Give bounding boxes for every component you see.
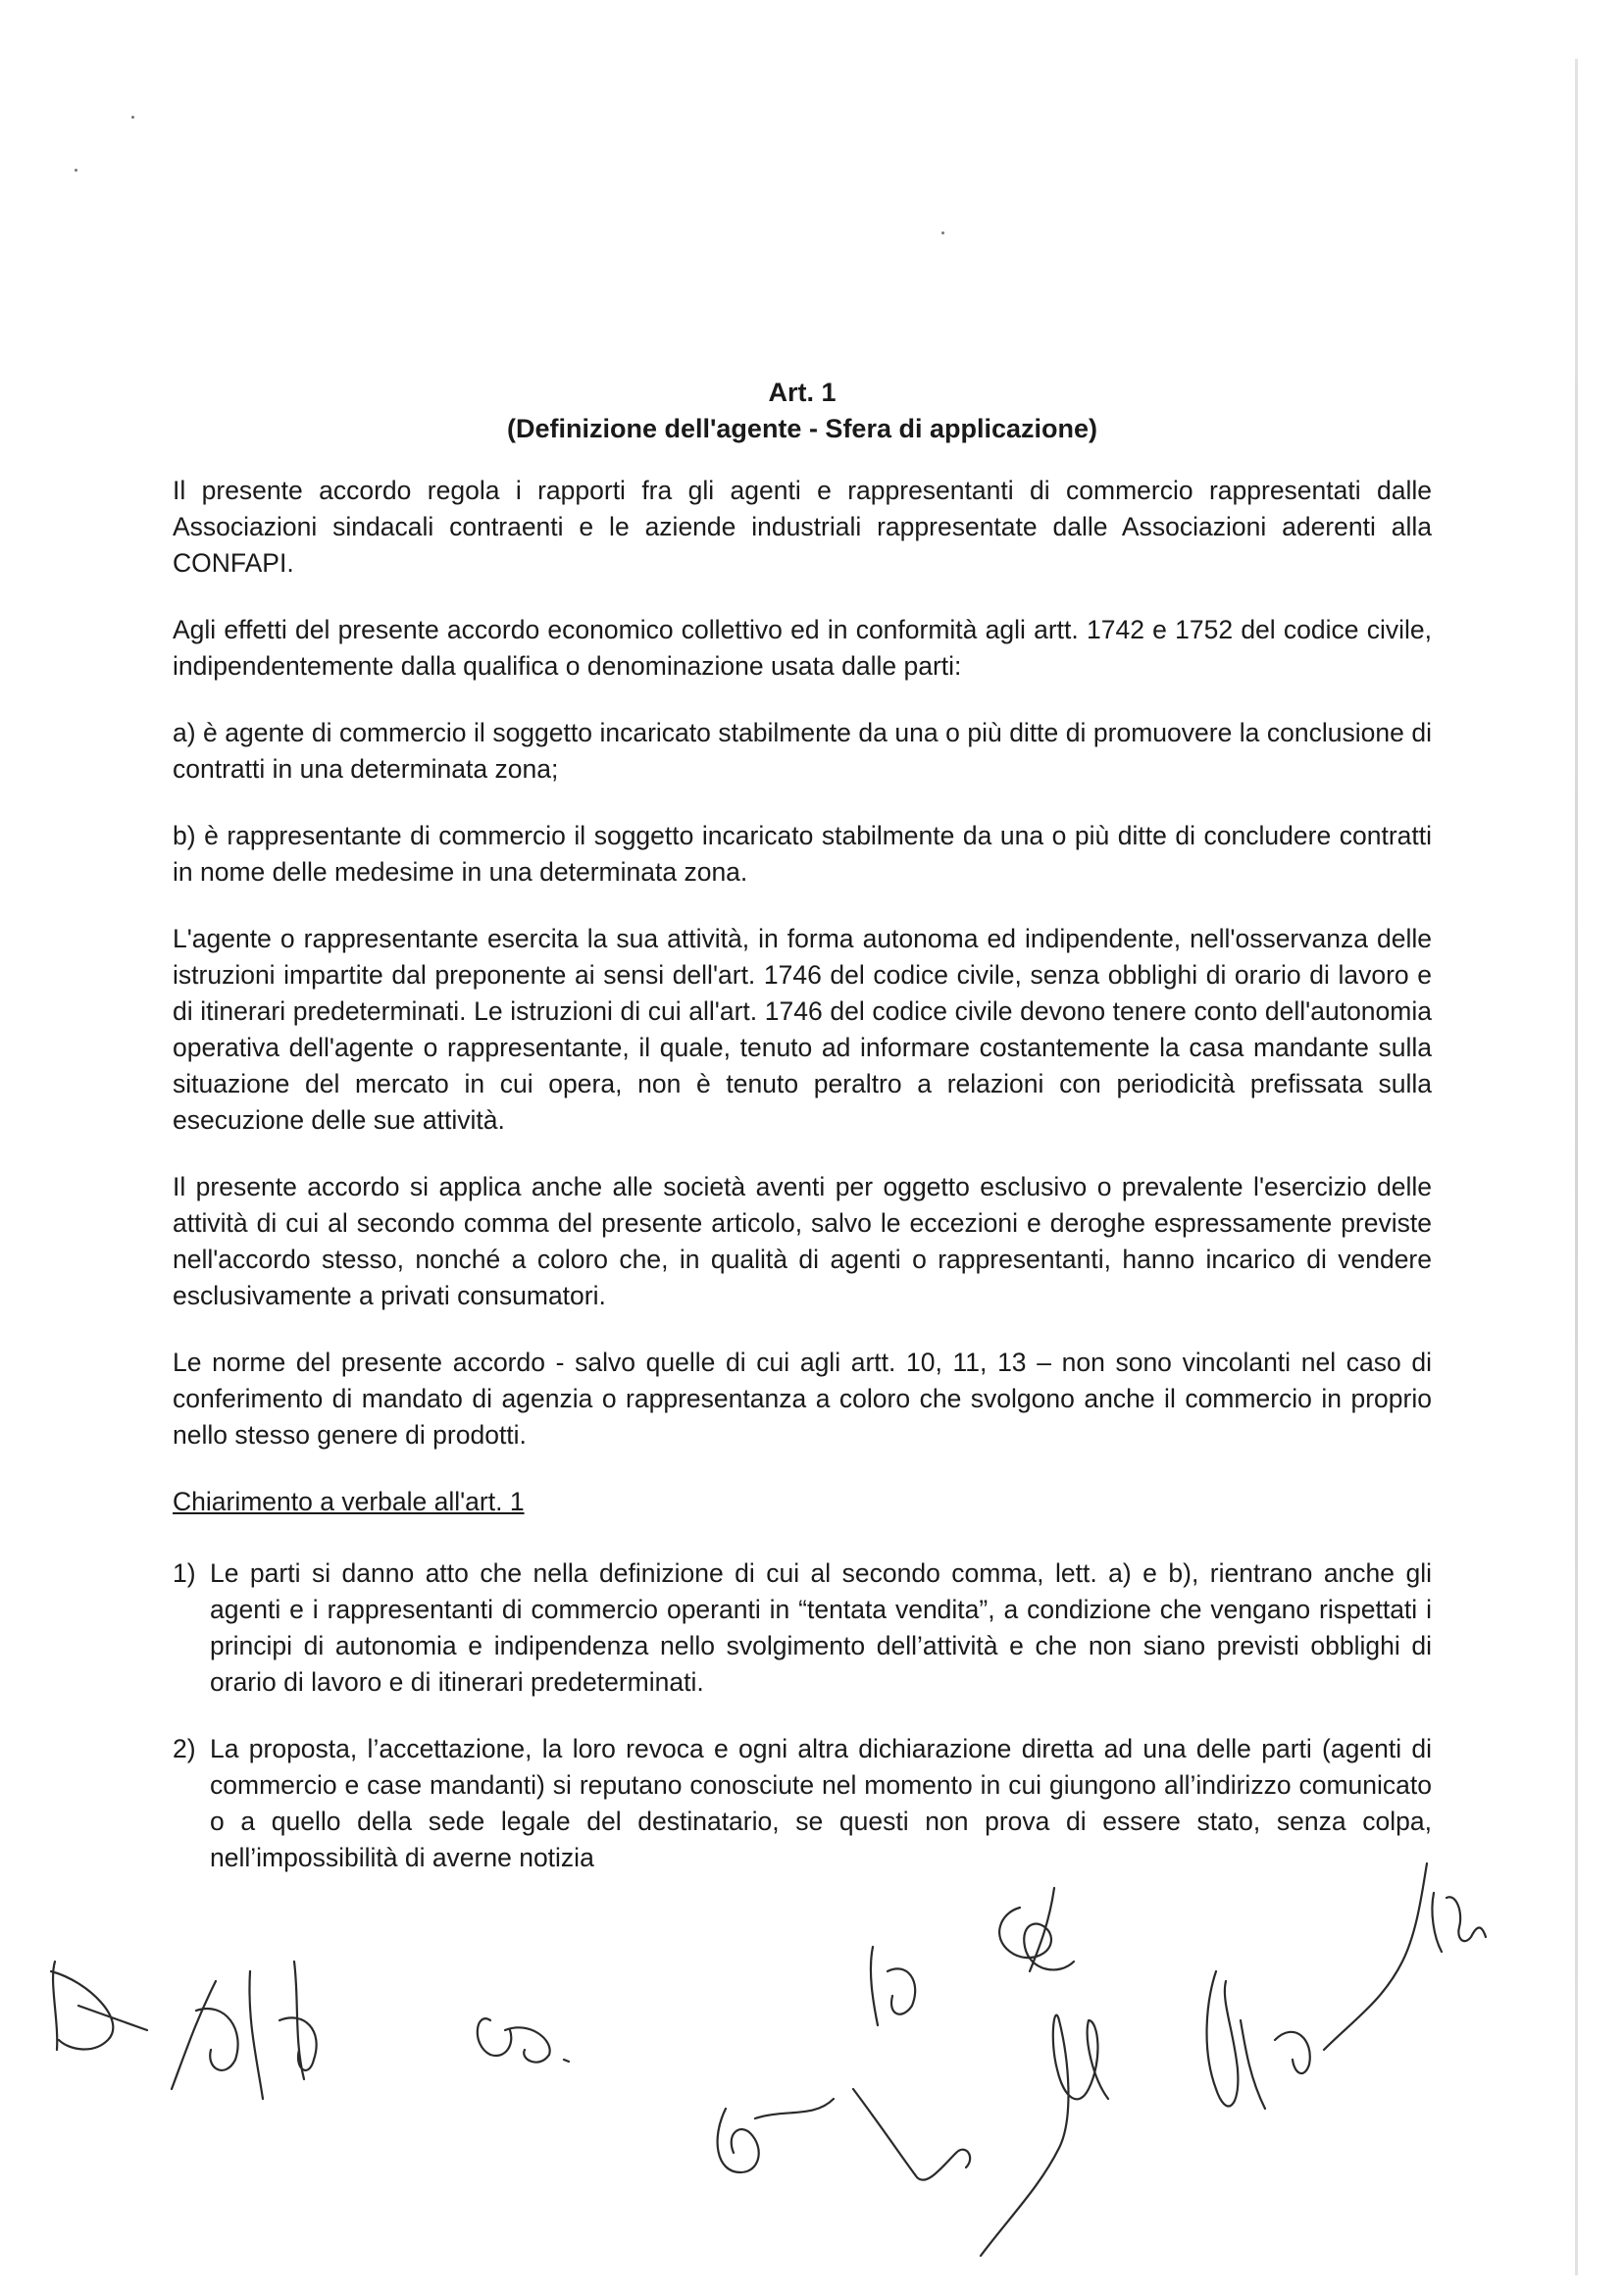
paragraph-scope: Il presente accordo regola i rapporti fra gli agenti e rappresentanti di commercio rappresentati dalle Associazioni sindacali contraenti e le aziende industriali rappresentate dalle Associazioni aderenti alla CONFAPI. xyxy=(173,476,1432,578)
paragraph-companies: Il presente accordo si applica anche alle società aventi per oggetto esclusivo o prevalente l'esercizio delle attività di cui al secondo comma del presente articolo, salvo le eccezioni e deroghe espressamente previste nell'accordo stesso, nonché a coloro che, in qualità di agenti o rappresentanti, hanno incarico di vendere esclusivamente a privati consumatori. xyxy=(173,1172,1432,1310)
signature-1 xyxy=(51,1962,147,2050)
paragraph-definition-b: b) è rappresentante di commercio il soggetto incaricato stabilmente da una o più ditte di concludere contratti in nome delle medesime in una determinata zona. xyxy=(173,821,1432,887)
list-number: 2) xyxy=(173,1734,196,1763)
scan-speck xyxy=(131,116,134,119)
clarification-item-1 xyxy=(173,1555,1432,1701)
signature-9 xyxy=(1432,1893,1486,1952)
signature-2 xyxy=(172,1962,317,2099)
paragraph-autonomy: L'agente o rappresentante esercita la sua attività, in forma autonoma ed indipendente, nell'osservanza delle istruzioni impartite dal preponente ai sensi dell'art. 1746 del codice civile, senza obblighi di orario di lavoro e di itinerari predeterminati. Le istruzioni di cui all'art. 1746 del codice civile devono tenere conto dell'autonomia operativa dell'agente o rappresentante, il quale, tenuto ad informare costantemente la casa mandante sulla situazione del mercato in cui opera, non è tenuto peraltro a relazioni con periodicità prefissata sulla esecuzione delle sue attività. xyxy=(173,924,1432,1135)
signature-4 xyxy=(871,1947,915,2025)
signature-8 xyxy=(1207,1863,1427,2109)
signature-6 xyxy=(718,2089,971,2180)
signature-5 xyxy=(999,1888,1074,1971)
scan-speck xyxy=(941,231,944,234)
article-number: Art. 1 xyxy=(768,378,837,407)
paragraph-exceptions: Le norme del presente accordo - salvo quelle di cui agli artt. 10, 11, 13 – non sono vincolanti nel caso di conferimento di mandato di agenzia o rappresentanza a coloro che svolgono anche il commercio in proprio nello stesso genere di prodotti. xyxy=(173,1348,1432,1450)
list-number: 1) xyxy=(173,1558,196,1588)
signature-7 xyxy=(981,2015,1108,2256)
article-header xyxy=(173,375,1432,447)
article-subtitle: (Definizione dell'agente - Sfera di applicazione) xyxy=(506,414,1097,443)
paragraph-definition-a: a) è agente di commercio il soggetto incaricato stabilmente da una o più ditte di promuovere la conclusione di contratti in una determinata zona; xyxy=(173,718,1432,784)
signatures-area xyxy=(0,1844,1624,2275)
paragraph-definitions-intro: Agli effetti del presente accordo economico collettivo ed in conformità agli artt. 1742 e 1752 del codice civile, indipendentemente dalla qualifica o denominazione usata dalle parti: xyxy=(173,615,1432,681)
list-text: La proposta, l’accettazione, la loro revoca e ogni altra dichiarazione diretta ad una delle parti (agenti di commercio e case mandanti) si reputano conosciute nel momento in cui giungono all’indirizzo comunicato o a quello della sede legale del destinatario, se questi non prova di essere stato, senza colpa, nell’impossibilità di averne notizia xyxy=(210,1734,1432,1872)
scan-speck xyxy=(75,169,77,172)
signature-3 xyxy=(478,2018,569,2062)
document-body xyxy=(173,375,1432,1907)
list-text: Le parti si danno atto che nella definizione di cui al secondo comma, lett. a) e b), rientrano anche gli agenti e i rappresentanti di commercio operanti in “tentata vendita”, a condizione che vengano rispettati i principi di autonomia e indipendenza nello svolgimento dell’attività e che non siano previsti obblighi di orario di lavoro e di itinerari predeterminati. xyxy=(210,1558,1432,1697)
clarification-heading: Chiarimento a verbale all'art. 1 xyxy=(173,1487,525,1516)
